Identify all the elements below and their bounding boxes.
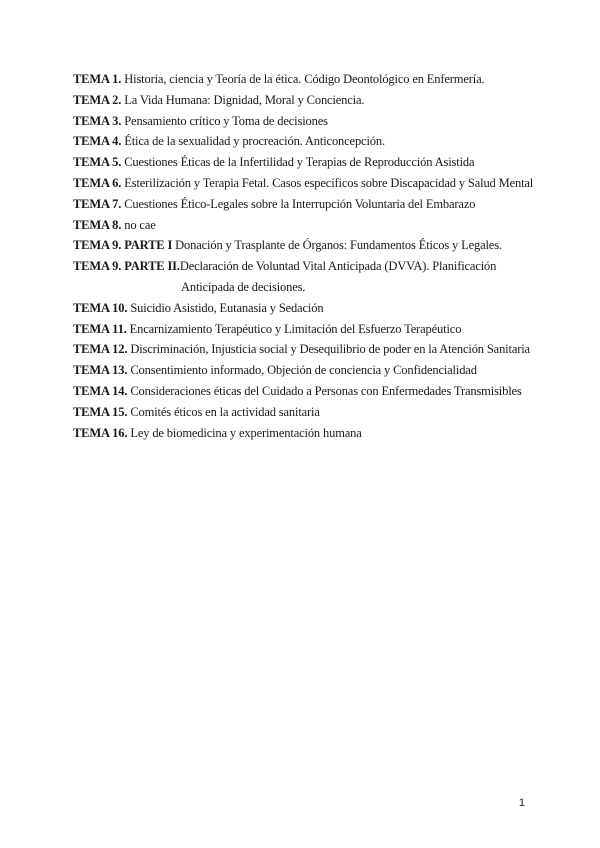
topic-label: TEMA 4. (73, 134, 122, 149)
topic-item (73, 402, 543, 423)
topic-text: no cae (124, 217, 156, 232)
topic-label: TEMA 11. (73, 321, 127, 336)
topic-text: Historia, ciencia y Teoría de la ética. Código Deontológico en Enfermería. (124, 72, 485, 86)
topic-text: Esterilización y Terapia Fetal. Casos específicos sobre Discapacidad y Salud Mental (124, 175, 534, 190)
topic-label: TEMA 10. (73, 300, 128, 315)
topic-text: Consentimiento informado, Objeción de conciencia y Confidencialidad (130, 363, 477, 378)
topic-text: Suicidio Asistido, Eutanasia y Sedación (130, 300, 324, 315)
topic-item (73, 69, 543, 90)
topic-item (73, 215, 543, 236)
topic-label: TEMA 16. (73, 425, 128, 440)
topic-label: TEMA 3. (73, 113, 122, 128)
page-number: 1 (518, 797, 525, 809)
topic-text: Comités éticos en la actividad sanitaria (130, 404, 320, 419)
topic-label: TEMA 9. PARTE II. (73, 259, 180, 274)
topic-label: TEMA 7. (73, 196, 122, 211)
topic-text: Ética de la sexualidad y procreación. Anticoncepción. (124, 134, 385, 149)
topic-item (73, 423, 543, 444)
topic-item (73, 360, 543, 381)
topic-text: Cuestiones Éticas de la Infertilidad y Terapias de Reproducción Asistida (124, 155, 475, 170)
topic-item (73, 90, 543, 111)
topic-label: TEMA 6. (73, 175, 122, 190)
topic-item (73, 235, 543, 256)
topic-text: Pensamiento crítico y Toma de decisiones (124, 113, 328, 128)
topic-label: TEMA 2. (73, 92, 122, 107)
topic-label: TEMA 8. (73, 217, 122, 232)
topic-label: TEMA 9. PARTE I (73, 238, 173, 253)
topic-label: TEMA 15. (73, 404, 128, 419)
topic-item (73, 173, 543, 194)
topic-item (73, 194, 543, 215)
topic-item (73, 131, 543, 152)
topic-text: Consideraciones éticas del Cuidado a Personas con Enfermedades Transmisibles (130, 383, 522, 398)
topic-item (73, 111, 543, 132)
topic-item (73, 381, 543, 402)
topic-item (73, 152, 543, 173)
topic-list (73, 69, 543, 443)
topic-label: TEMA 13. (73, 363, 128, 378)
topic-label: TEMA 14. (73, 383, 128, 398)
topic-item (73, 256, 543, 298)
topic-text: Declaración de Voluntad Vital Anticipada (DVVA). Planificación Anticipada de decisiones. (179, 259, 497, 294)
topic-label: TEMA 1. (73, 72, 122, 86)
topic-text: Ley de biomedicina y experimentación humana (130, 425, 362, 440)
topic-text: Donación y Trasplante de Órganos: Fundamentos Éticos y Legales. (175, 238, 502, 253)
topic-text: Discriminación, Injusticia social y Desequilibrio de poder en la Atención Sanitaria (130, 342, 530, 357)
topic-item (73, 298, 543, 319)
topic-item (73, 319, 543, 340)
topic-text: La Vida Humana: Dignidad, Moral y Conciencia. (124, 92, 365, 107)
topic-label: TEMA 12. (73, 342, 128, 357)
topic-text: Encarnizamiento Terapéutico y Limitación del Esfuerzo Terapéutico (129, 321, 462, 336)
topic-label: TEMA 5. (73, 155, 122, 170)
topic-text: Cuestiones Ético-Legales sobre la Interrupción Voluntaria del Embarazo (124, 196, 476, 211)
topic-item (73, 339, 543, 360)
